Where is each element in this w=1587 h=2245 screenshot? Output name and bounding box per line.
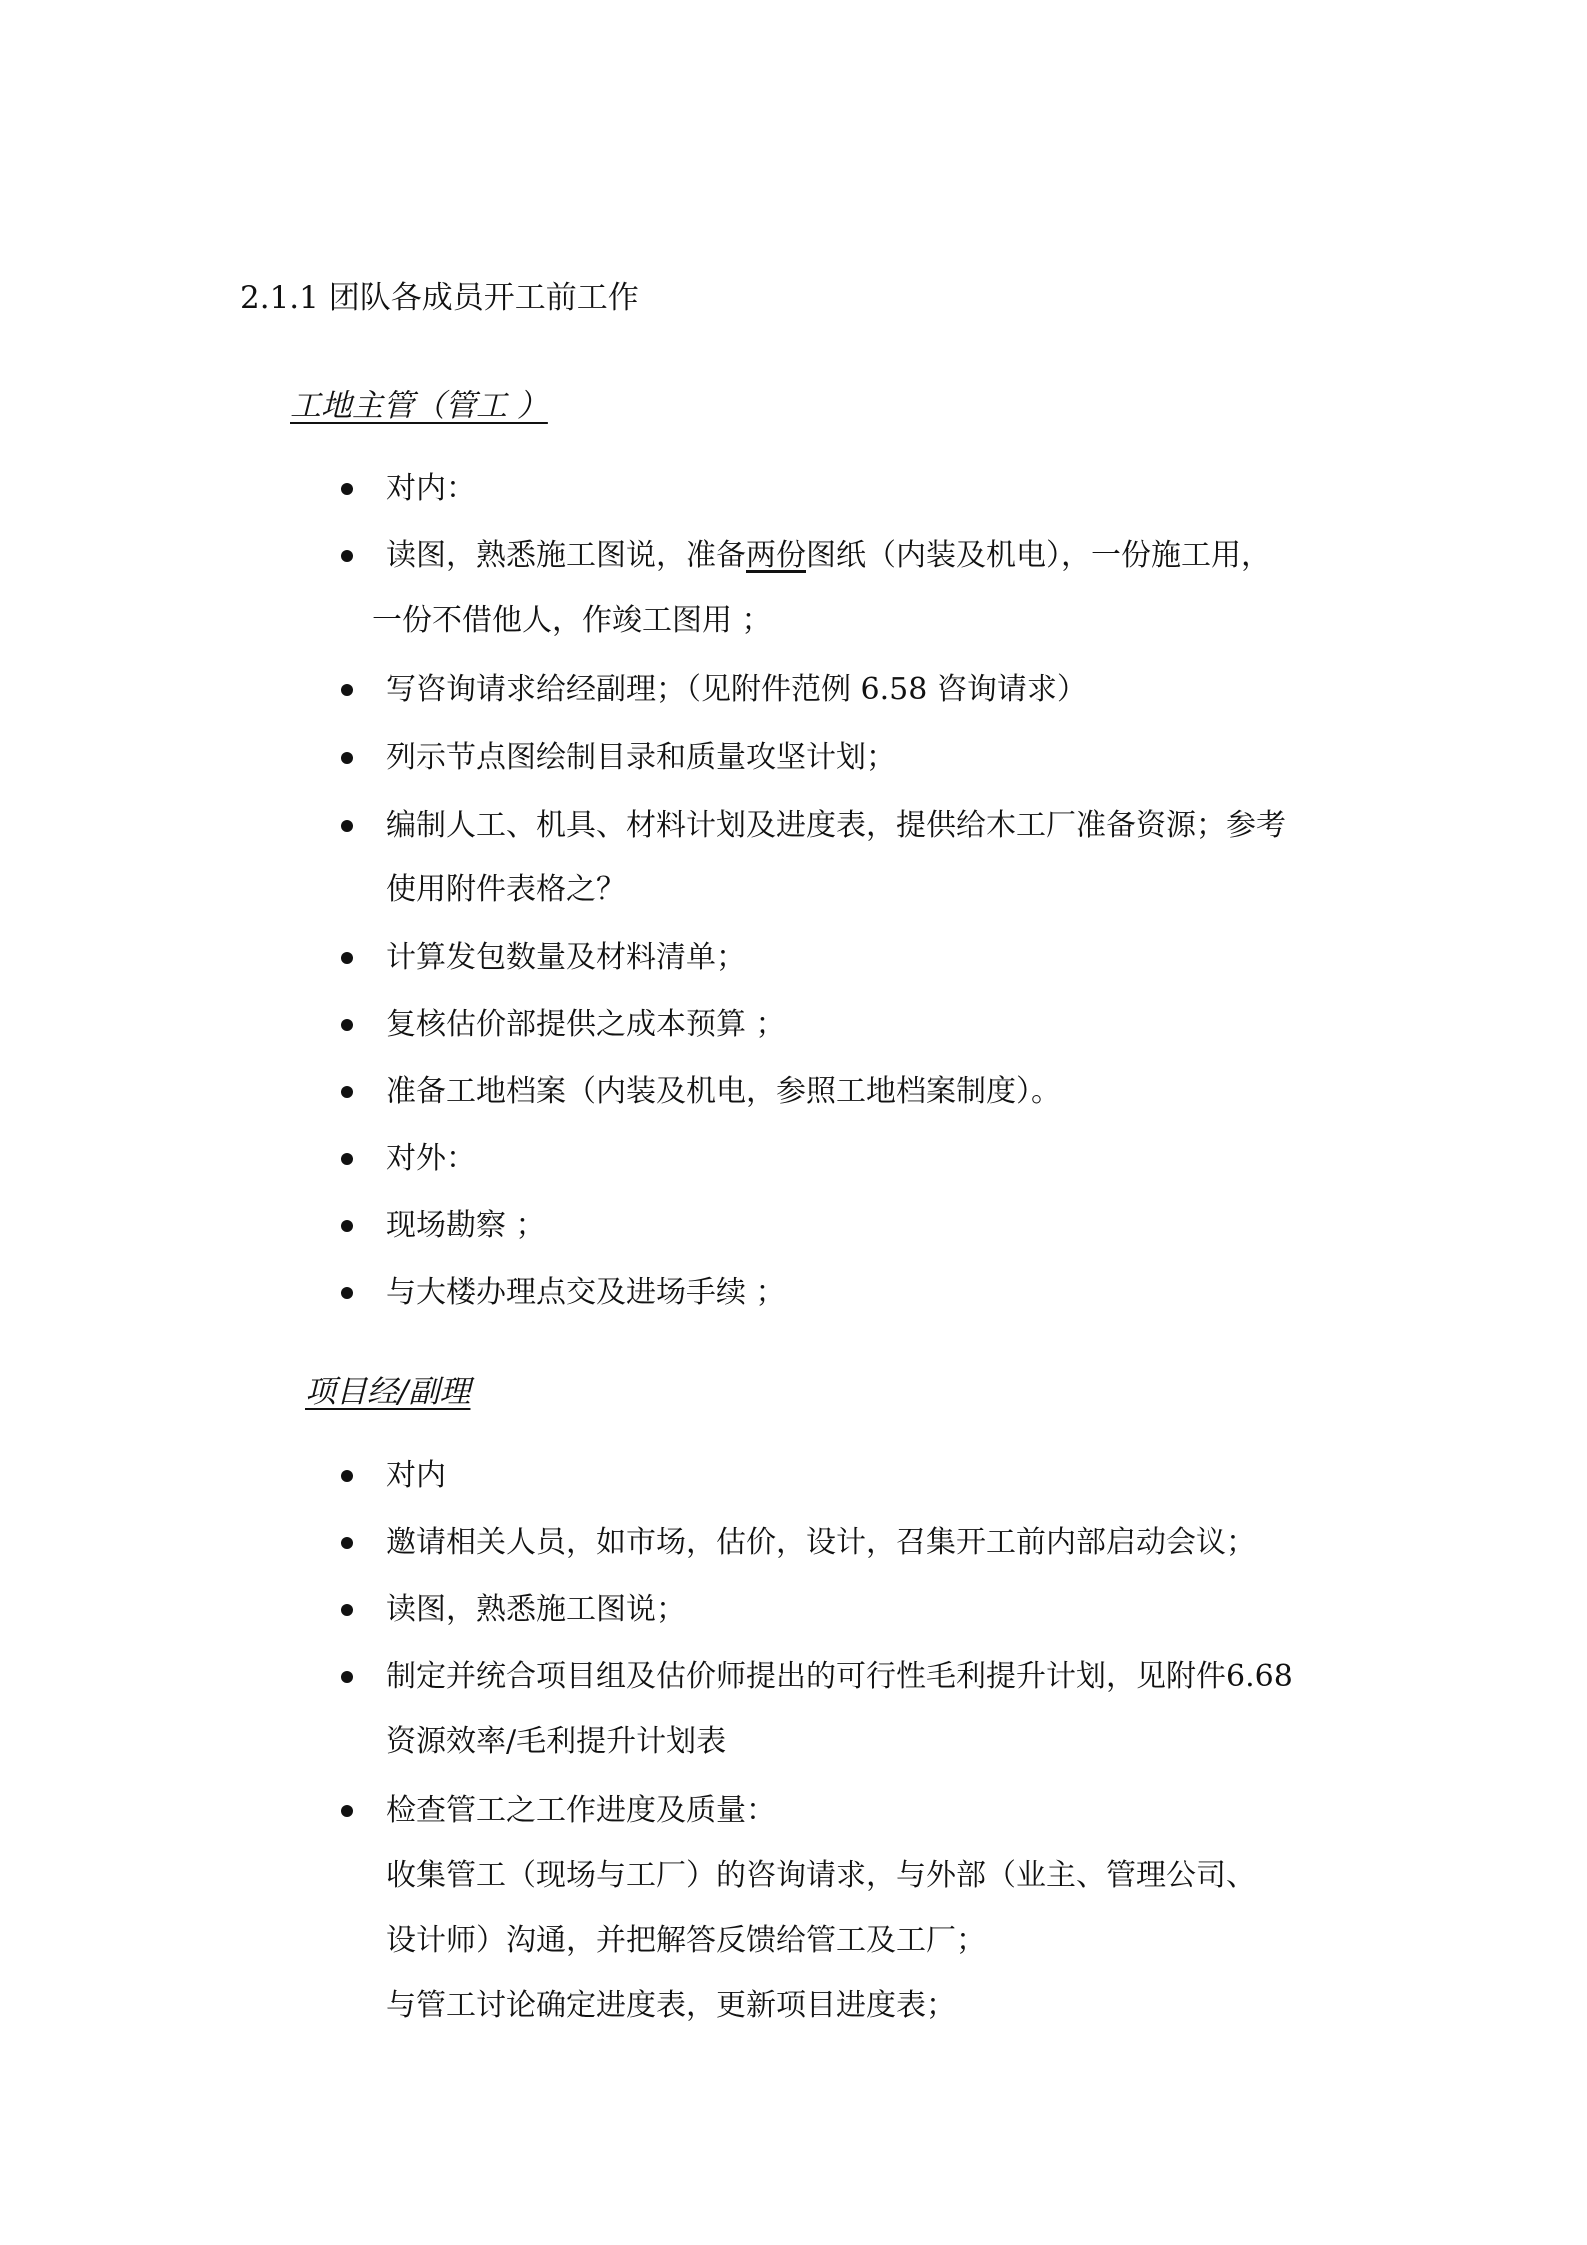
list-item-quantities: 计算发包数量及材料清单； [386, 940, 746, 975]
bullet-icon [341, 550, 353, 562]
list-item-kickoff-meeting: 邀请相关人员，如市场，估价，设计，召集开工前内部启动会议； [386, 1525, 1256, 1560]
section-heading: 2.1.1 团队各成员开工前工作 [240, 280, 639, 316]
list-item-continuation: 资源效率/毛利提升计划表 [386, 1724, 727, 1759]
bullet-icon [341, 1805, 353, 1817]
list-item-survey: 现场勘察 ； [386, 1208, 546, 1243]
list-item-read-drawings [386, 536, 1271, 576]
list-item-continuation: 一份不借他人，作竣工图用 ； [372, 603, 772, 638]
bullet-icon [341, 1153, 353, 1165]
list-item-text-continued: 图纸（内装及机电），一份施工用， [806, 538, 1271, 573]
bullet-icon [341, 1671, 353, 1683]
bullet-icon [341, 1019, 353, 1031]
bullet-icon [341, 952, 353, 964]
list-item-inquiry: 写咨询请求给经副理；（见附件范例 6.58 咨询请求） [386, 672, 1087, 707]
list-item-continuation: 收集管工（现场与工厂）的咨询请求，与外部（业主、管理公司、 [386, 1858, 1256, 1893]
list-item-handover: 与大楼办理点交及进场手续 ； [386, 1275, 786, 1310]
list-item-internal: 对内 [386, 1458, 446, 1493]
bullet-icon [341, 1220, 353, 1232]
list-item-text: 读图，熟悉施工图说，准备 [386, 538, 746, 573]
bullet-icon [341, 1604, 353, 1616]
list-item-continuation: 设计师）沟通，并把解答反馈给管工及工厂； [386, 1923, 986, 1958]
list-item-read-drawings: 读图，熟悉施工图说； [386, 1592, 686, 1627]
bullet-icon [341, 684, 353, 696]
bullet-icon [341, 1470, 353, 1482]
list-item-node-drawings: 列示节点图绘制目录和质量攻坚计划； [386, 740, 896, 775]
list-item-check-progress: 检查管工之工作进度及质量： [386, 1793, 776, 1828]
section-title-project-manager: 项目经/副理 [305, 1374, 471, 1410]
bullet-icon [341, 1086, 353, 1098]
section-title-site-supervisor: 工地主管（管工 ） [290, 388, 548, 424]
list-item-continuation: 与管工讨论确定进度表，更新项目进度表； [386, 1988, 956, 2023]
list-item-planning: 编制人工、机具、材料计划及进度表，提供给木工厂准备资源；参考 [386, 808, 1286, 843]
bullet-icon [341, 483, 353, 495]
underlined-text: 两份 [746, 538, 806, 573]
list-item-external: 对外： [386, 1141, 476, 1176]
bullet-icon [341, 1537, 353, 1549]
list-item-archive: 准备工地档案（内装及机电，参照工地档案制度）。 [386, 1074, 1061, 1109]
bullet-icon [341, 1287, 353, 1299]
bullet-icon [341, 820, 353, 832]
list-item-continuation: 使用附件表格之？ [386, 872, 626, 907]
bullet-icon [341, 752, 353, 764]
list-item-internal: 对内： [386, 471, 476, 506]
list-item-margin-plan: 制定并统合项目组及估价师提出的可行性毛利提升计划，见附件6.68 [386, 1659, 1293, 1694]
list-item-budget: 复核估价部提供之成本预算 ； [386, 1007, 786, 1042]
